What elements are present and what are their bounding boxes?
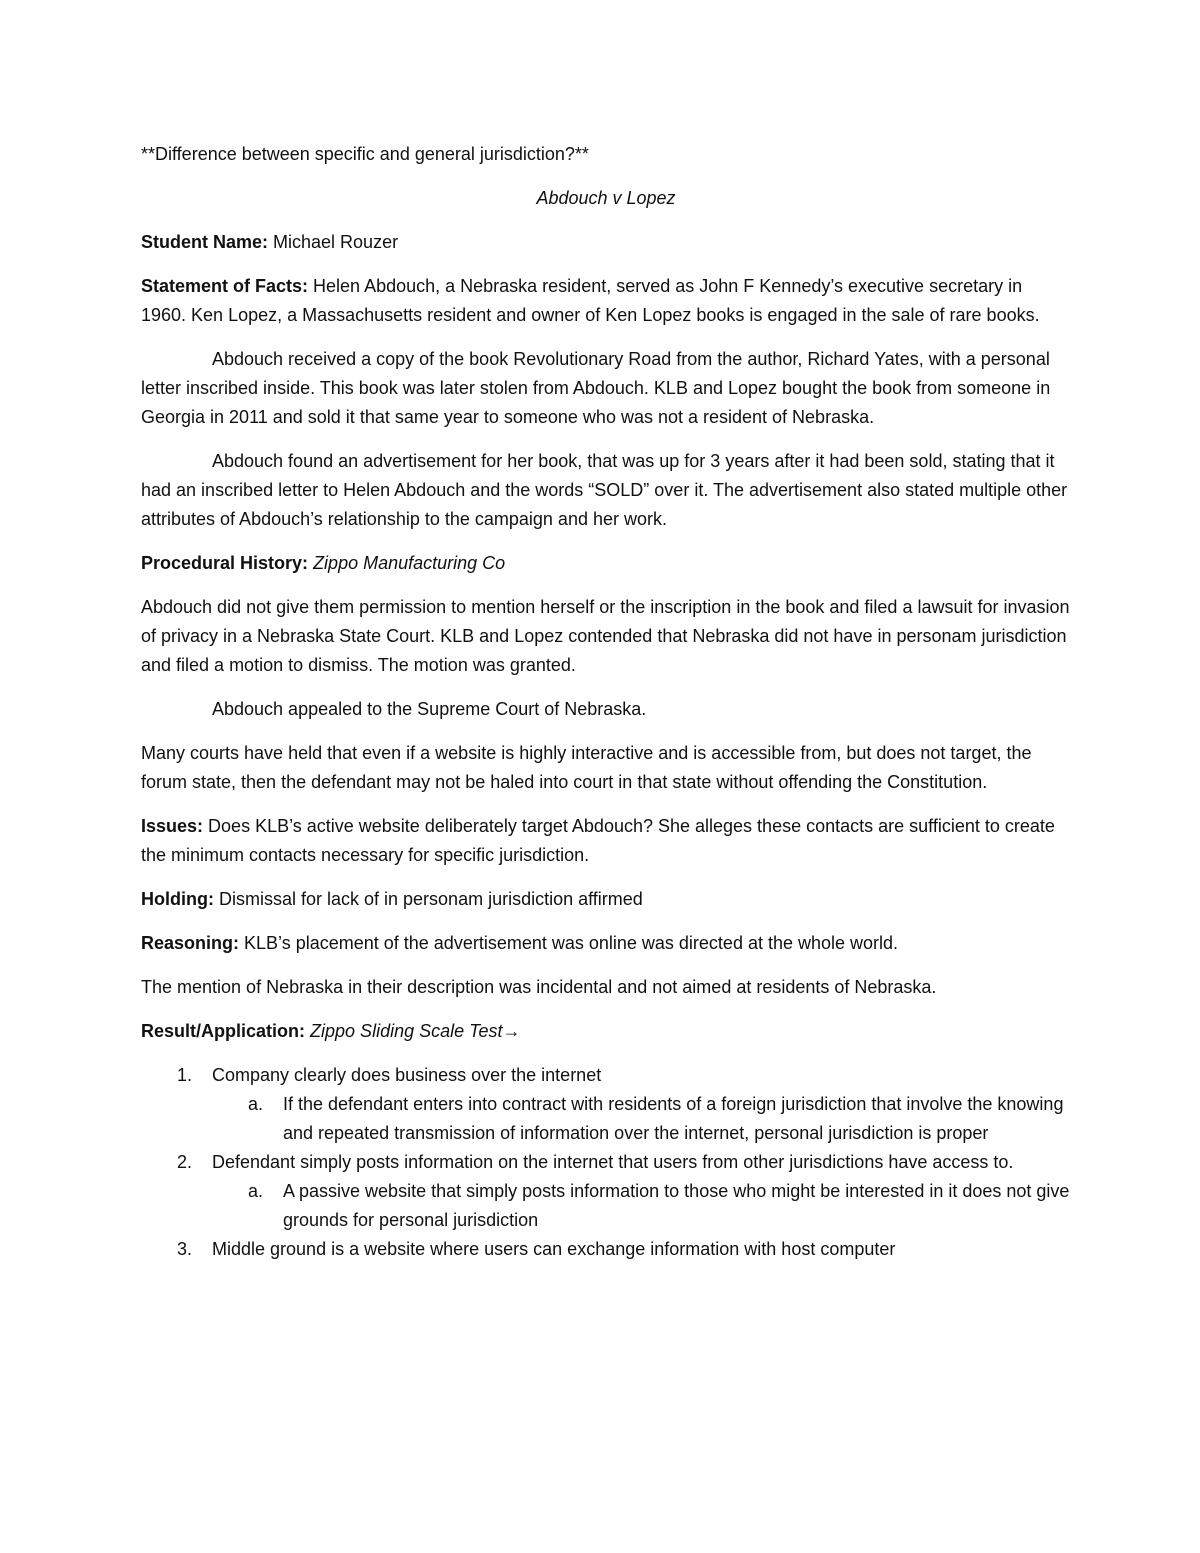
reasoning-paragraph-2: The mention of Nebraska in their description was incidental and not aimed at residents of Nebraska. [141, 977, 937, 997]
zippo-scale-list [141, 1061, 1071, 1264]
facts-label: Statement of Facts: [141, 276, 309, 296]
procedural-paragraph-1: Abdouch did not give them permission to mention herself or the inscription in the book and filed a lawsuit for invasion of privacy in a Nebraska State Court. KLB and Lopez contended that Nebraska did not have in personam jurisdiction and filed a motion to dismiss. The motion was granted. [141, 597, 1070, 675]
list-item-number: 2. [177, 1152, 193, 1172]
sub-list [212, 1177, 1071, 1235]
list-item [141, 1235, 1071, 1264]
case-title: Abdouch v Lopez [536, 188, 676, 208]
holding-paragraph [141, 885, 1071, 914]
sub-list-item-letter: a. [248, 1094, 264, 1114]
list-item-number: 1. [177, 1065, 193, 1085]
student-name-label: Student Name: [141, 232, 269, 252]
facts-text: Helen Abdouch, a Nebraska resident, served as John F Kennedy’s executive secretary in 1960. Ken Lopez, a Massachusetts resident and owner of Ken Lopez books is engaged in the sale of rare books. [141, 276, 1040, 325]
question-heading: **Difference between specific and general jurisdiction?** [141, 144, 589, 164]
sub-list-item-letter: a. [248, 1181, 264, 1201]
student-name-line [141, 228, 1071, 257]
result-value: Zippo Sliding Scale Test [310, 1021, 503, 1041]
procedural-history-value: Zippo Manufacturing Co [313, 553, 506, 573]
document-page [141, 140, 1071, 1264]
sub-list-item-text: If the defendant enters into contract with residents of a foreign jurisdiction that involve the knowing and repeated transmission of information over the internet, personal jurisdiction is proper [283, 1094, 1064, 1143]
facts-paragraph-2: Abdouch received a copy of the book Revolutionary Road from the author, Richard Yates, with a personal letter inscribed inside. This book was later stolen from Abdouch. KLB and Lopez bought the book from someone in Georgia in 2011 and sold it that same year to someone who was not a resident of Nebraska. [141, 349, 1051, 427]
holding-text: Dismissal for lack of in personam jurisdiction affirmed [213, 889, 643, 909]
result-line [141, 1017, 1071, 1046]
issues-label: Issues: [141, 816, 204, 836]
procedural-history-line [141, 549, 1071, 578]
sub-list-item [212, 1177, 1071, 1235]
arrow-right-icon: → [502, 1021, 521, 1041]
list-item-text: Defendant simply posts information on the internet that users from other jurisdictions have access to. [212, 1152, 1014, 1172]
student-name-value: Michael Rouzer [268, 232, 399, 252]
procedural-paragraph-2: Abdouch appealed to the Supreme Court of Nebraska. [212, 699, 647, 719]
procedural-paragraph-3: Many courts have held that even if a website is highly interactive and is accessible from, but does not target, the forum state, then the defendant may not be haled into court in that state without offending the Constitution. [141, 743, 1032, 792]
result-label: Result/Application: [141, 1021, 306, 1041]
holding-label: Holding: [141, 889, 214, 909]
list-item [141, 1148, 1071, 1235]
sub-list-item-text: A passive website that simply posts information to those who might be interested in it does not give grounds for personal jurisdiction [283, 1181, 1070, 1230]
sub-list-item [212, 1090, 1071, 1148]
facts-paragraph-3: Abdouch found an advertisement for her book, that was up for 3 years after it had been sold, stating that it had an inscribed letter to Helen Abdouch and the words “SOLD” over it. The advertisement also stated multiple other attributes of Abdouch’s relationship to the campaign and her work. [141, 451, 1068, 529]
reasoning-paragraph [141, 929, 1071, 958]
reasoning-label: Reasoning: [141, 933, 240, 953]
list-item-text: Company clearly does business over the internet [212, 1065, 602, 1085]
issues-paragraph [141, 812, 1071, 870]
procedural-history-label: Procedural History: [141, 553, 309, 573]
list-item-number: 3. [177, 1239, 193, 1259]
facts-paragraph [141, 272, 1071, 330]
sub-list [212, 1090, 1071, 1148]
list-item-text: Middle ground is a website where users can exchange information with host computer [212, 1239, 896, 1259]
issues-text: Does KLB’s active website deliberately target Abdouch? She alleges these contacts are sufficient to create the minimum contacts necessary for specific jurisdiction. [141, 816, 1055, 865]
reasoning-text: KLB’s placement of the advertisement was online was directed at the whole world. [239, 933, 899, 953]
list-item [141, 1061, 1071, 1148]
